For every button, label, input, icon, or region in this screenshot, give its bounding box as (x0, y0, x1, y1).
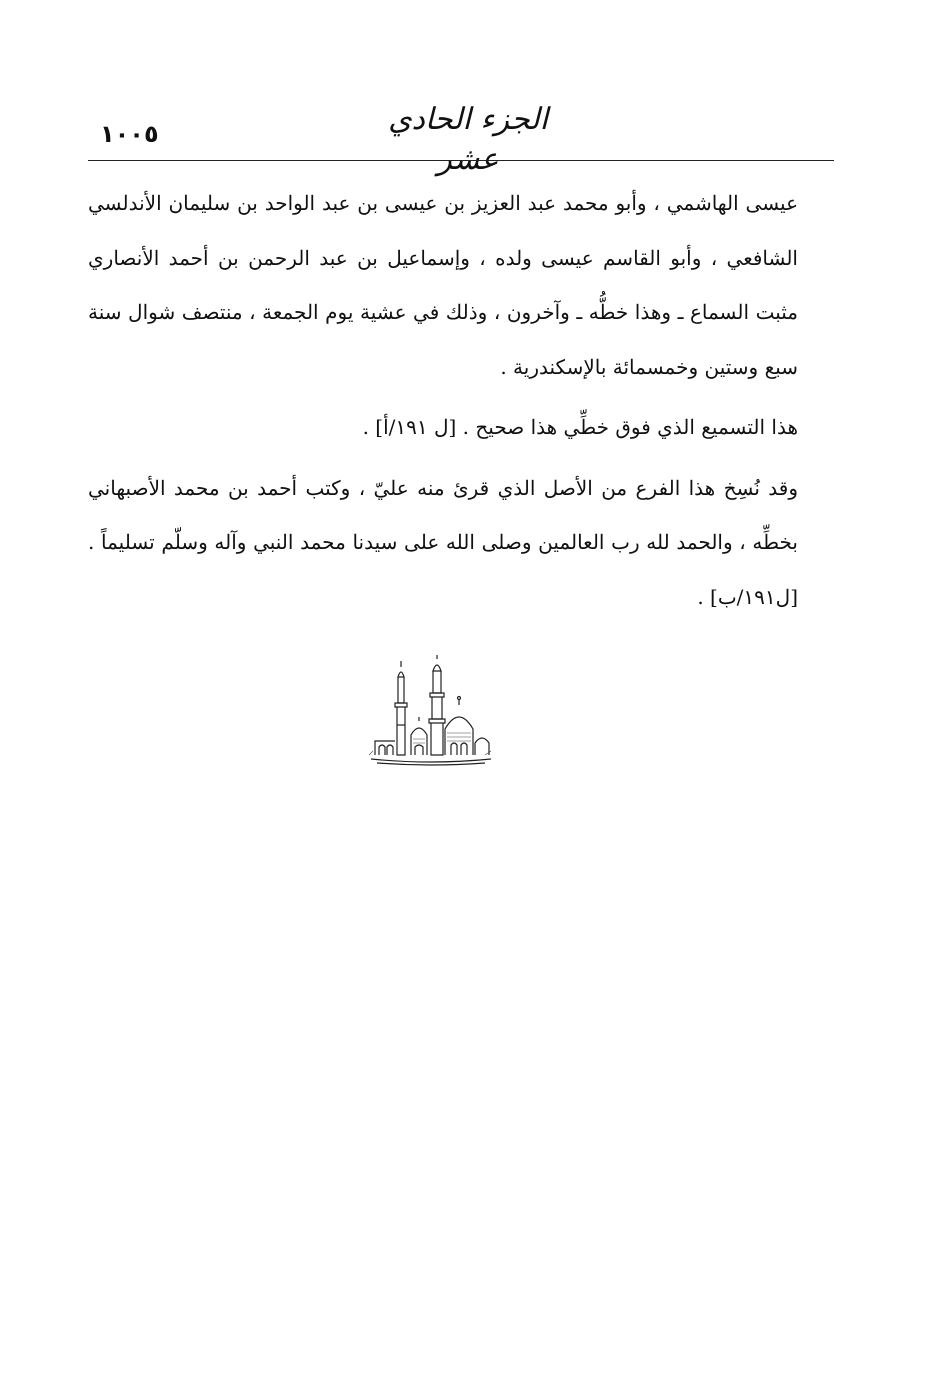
page-header (88, 92, 834, 177)
paragraph-copy-note: وقد نُسِخ هذا الفرع من الأصل الذي قرئ منه عليّ ، وكتب أحمد بن محمد الأصبهاني بخطِّه ، والحمد لله رب العالمين وصلى الله على سيدنا محمد النبي وآله وسلّم تسليماً . [ل١٩١/ب] . (88, 475, 798, 609)
paragraph-colophon: عيسى الهاشمي ، وأبو محمد عبد العزيز بن عيسى بن عبد الواحد بن سليمان الأندلسي الشافعي ، وأبو القاسم عيسى ولده ، وإسماعيل بن عبد الرحمن بن أحمد الأنصاري مثبت السماع ـ وهذا خطُّه ـ وآخرون ، وذلك في عشية يوم الجمعة ، منتصف شوال سنة سبع وستين وخمسمائة بالإسكندرية . (88, 191, 798, 379)
page-number: ١٠٠٥ (100, 120, 159, 148)
mosque-vignette-icon (367, 655, 495, 767)
header-rule (88, 160, 834, 161)
paragraph-attestation: هذا التسميع الذي فوق خطِّي هذا صحيح . [ل ١٩١/أ] . (362, 415, 798, 439)
body-text (88, 176, 798, 624)
running-title: الجزء الحادي عشر (388, 102, 548, 177)
